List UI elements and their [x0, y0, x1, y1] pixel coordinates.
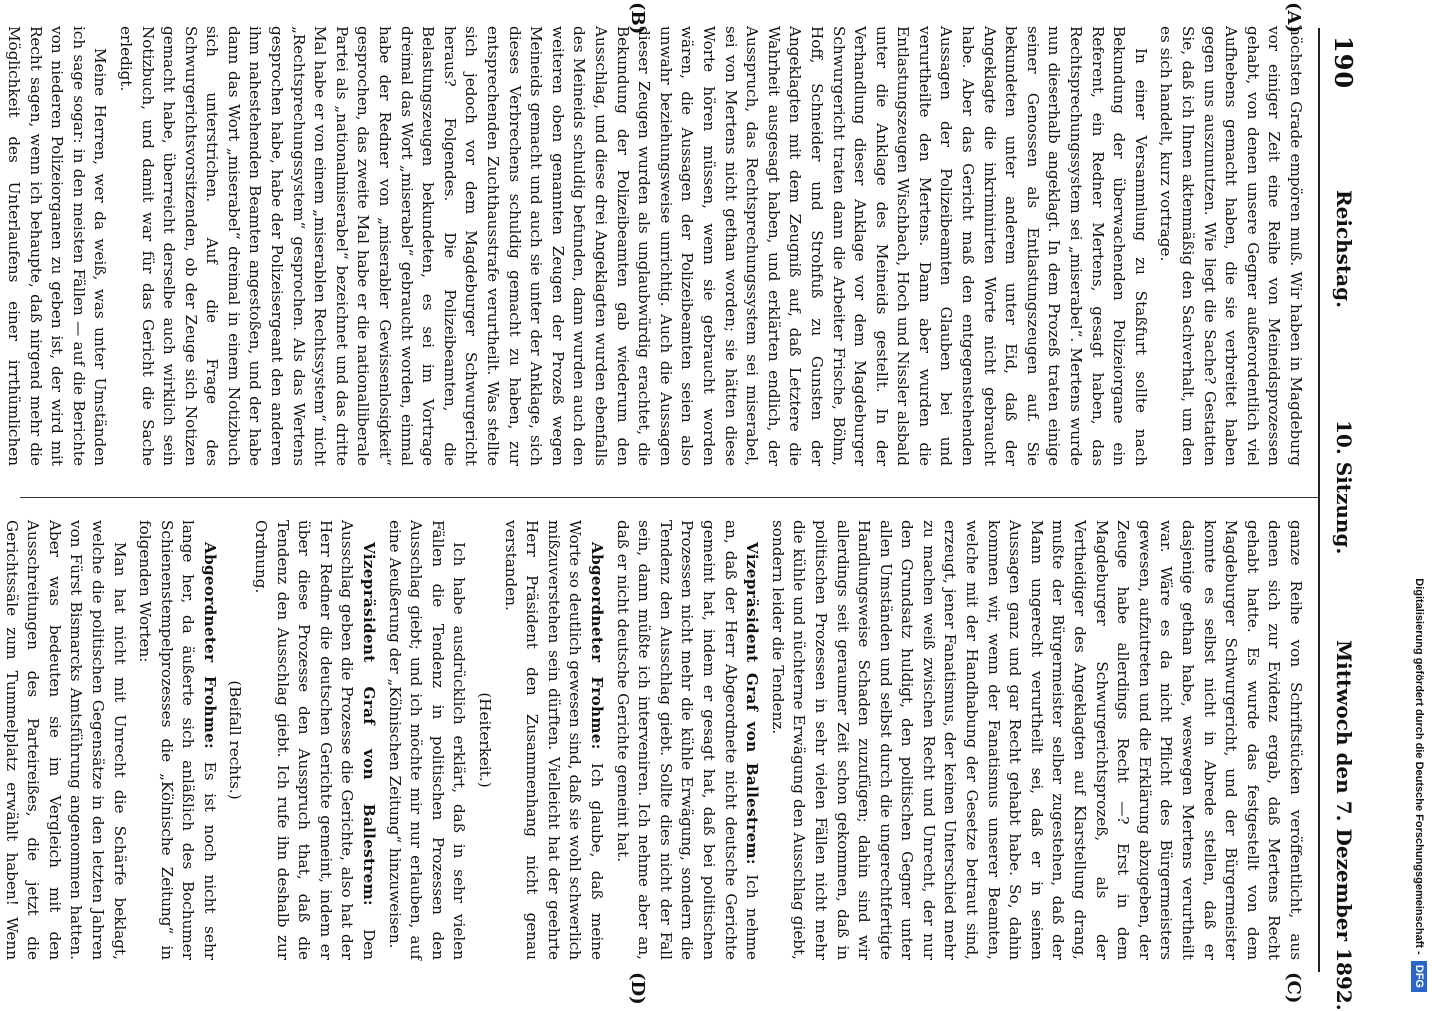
margin-marker-d: (D) — [627, 972, 648, 1005]
header-date: Mittwoch den 7. Dezember 1892. — [1332, 640, 1356, 1011]
quote-koelnische-zeitung: Man hat nicht mit Unrecht die Schärfe beklagt, welche die politischen Gegensätze in den letzten Jahren von Fürst Bismarcks Amtsführung angenommen hatten. Aber was bedeuten sie im Vergleich mit den Ausschreitungen des Parteireißes, die jetzt die Gerichtssäle zum Tummelplatz erwählt haben! Wenn — [2, 520, 129, 960]
header-session: 10. Sitzung. — [1332, 420, 1356, 555]
reaction-heiterkeit: (Heiterkeit.) — [476, 692, 495, 788]
page-number: 190 — [1329, 36, 1358, 90]
speech-frohme-1 — [499, 520, 607, 960]
speaker-name: Abgeordneter Frohme: — [200, 542, 219, 749]
credit-text-wrap — [1408, 8, 1430, 998]
dfg-logo: DFG — [1411, 961, 1427, 992]
speech-ballestrem-2 — [250, 520, 380, 960]
right-column — [0, 520, 1306, 960]
right-paragraph-1: ganze Reihe von Schriftstücken veröffentlicht, aus denen sich zur Evidenz ergab, daß Mertens Recht gehabt hatte. Es wurde das festgestellt von dem Magdeburger Schwurgericht, und der Bürgermeister konnte es selbst nicht in Abrede stellen, daß er dasjenige gethan habe, weswegen Mertens verurtheilt war. Wäre es da nicht Pflicht des Bürgermeisters gewesen, aufzutreten und die Erklärung abzugeben, der Zeuge habe allerdings Recht —? Erst in dem Magdeburger Schwurgerichtsprozeß, als der Vertheidiger des Angeklagten auf Klarstellung drang, mußte der Bürgermeister selber zugestehen, daß der Mann ungerecht verurtheilt sei, daß er in seinen Aussagen ganz und gar Recht gehabt habe. So, dahin kommen wir, wenn der Fanatismus unserer Beamten, welche mit der Handhabung der Gesetze betraut sind, erzeugt, jener Fanatismus, der keinen Unterschied mehr zu machen weiß zwischen Recht und Unrecht, der nur den Grundsatz huldigt, den politischen Gegner unter allen Umständen und selbst durch die ungerechtfertigte Handlungsweise Schaden zuzufügen; dahin sind wir allerdings seit geraumer Zeit schon gekommen, daß in politischen Prozessen in sehr vielen Fällen nicht mehr die kühle und nüchterne Erwägung den Ausschlag giebt, sondern leider die Tendenz. — [768, 520, 1305, 960]
speaker-name: Vizepräsident Graf von Ballestrem: — [743, 542, 762, 865]
column-divider — [20, 497, 1320, 498]
right-paragraph-4: Ich habe ausdrücklich erklärt, daß in sehr vielen Fällen die Tendenz in politischen Prozessen den Ausschlag giebt; und ich möchte mir nur erlauben, auf eine Aeußerung der „Kölnischen Zeitung“ hinzuweisen. — [385, 520, 469, 960]
speech-text: Ich glaube, daß meine Worte so deutlich gewesen sind, daß sie wohl schwerlich mißzuverstehen sein dürften. Vielleicht hat der geehrte Herr Präsident den Zusammenhang nicht genau verstanden. — [501, 520, 606, 960]
speech-text: Den Ausschlag geben die Prozesse die Gerichte, also hat der Herr Redner die deutschen Gerichte gemeint, indem er über diese Prozesse den Ausspruch that, daß die Tendenz den Ausschlag giebt. Ich rufe ihn deshalb zur Ordnung. — [252, 520, 379, 961]
margin-marker-b: (B) — [627, 2, 648, 35]
speaker-name: Abgeordneter Frohme: — [588, 542, 606, 750]
left-column — [0, 26, 1306, 466]
speaker-name: Vizepräsident Graf von Ballestrem: — [360, 542, 379, 906]
margin-marker-c: (C) — [1283, 972, 1304, 1004]
left-paragraph-3: Meine Herren, wer da weiß, was unter Umständen ich sage sogar: in den meisten Fällen — auf die Berichte von niederen Polizeiorganen zu geben ist, der wird mit Recht sagen, wenn ich behaupte, daß nirgend mehr die Möglichkeit des Unterlaufens einer irrthümlichen — [4, 26, 110, 466]
left-paragraph-1: höchsten Grade empören muß. Wir haben in Magdeburg vor einiger Zeit eine Reihe von Meineidsprozessen gehabt, von denen unsere Gegner außerordentlich viel Aufhebens gemacht haben, die sie verbreitet haben gegen uns auszunutzen. Wie liegt die Sache? Gestatten Sie, daß ich Ihnen aktenmäßig den Sachverhalt, um den es sich handelt, kurz vortrage. — [1157, 26, 1305, 466]
speech-frohme-2 — [134, 520, 220, 960]
margin-marker-a: (A) — [1283, 2, 1304, 33]
speech-text: Ich nehme an, daß der Herr Abgeordnete nicht deutsche Gerichte gemeint hat, indem er gesagt hat, daß bei politischen Prozessen nicht mehr die kühle Erwägung, sondern die Tendenz den Ausschlag giebt. Sollte dies nicht der Fall sein, dann müßte ich interveniren. Ich nehme aber an, daß er nicht deutsche Gerichte gemeint hat. — [613, 520, 762, 961]
header-rule — [1318, 28, 1320, 972]
header-left: Reichstag. — [1332, 190, 1356, 309]
digitization-credit — [1408, 8, 1430, 992]
speech-ballestrem-1 — [611, 520, 762, 960]
left-paragraph-2: In einer Versammlung zu Staßfurt sollte nach Bekundung der überwachenden Polizeiorgane ein Referent, ein Redner Mertens, gesagt haben, das Rechtsprechungssystem sei „miserabel“. Mertens wurde nun dieserhalb angeklagt. In dem Prozeß traten einige seiner Genossen als Entlastungszeugen auf. Sie bekundeten unter anderem unter Eid, daß der Angeklagte die inkriminirten Worte nicht gebraucht habe. Aber das Gericht maß den entgegenstehenden Aussagen der Polizeibeamten Glauben bei und verurtheilte den Mertens. Dann aber wurden die Entlastungszeugen Wischbach, Hoch und Nissler alsbald unter die Anklage des Meineids gestellt. In der Verhandlung dieser Anklage vor dem Magdeburger Schwurgericht traten dann die Arbeiter Frische, Böhm, Hoff, Schneider und Strohfuß zu Gunsten der Angeklagten mit dem Zeugniß auf, daß Letztere die Wahrheit ausgesagt haben, und erklärten endlich, der Ausspruch, das Rechtsprechungssystem sei miserabel, sei von Mertens nicht gethan worden; sie hätten diese Worte hören müssen, wenn sie gebraucht worden wären, die Aussagen der Polizeibeamten seien also unwahr beziehungsweise unrichtig. Auch die Aussagen dieser Zeugen wurden als unglaubwürdig erachtet, die Bekundung der Polizeibeamten gab wiederum den Ausschlag, und diese drei Angeklagten wurden ebenfalls des Meineids schuldig befunden, dann wurden auch den weiteren oben genannten Zeugen der Prozeß wegen Meineids gemacht und auch sie unter der Anklage, sich dieses Verbrechens schuldig gemacht zu haben, zur entsprechenden Zuchthausstrafe verurtheilt. Was stellte sich jedoch vor dem Magdeburger Schwurgericht heraus? Folgendes. Die Polizeibeamten, die Belastungszeugen bekundeten, es sei im Vortrage dreimal das Wort „miserabel“ gebraucht worden, einmal habe der Redner von „miserabler Gewissenlosigkeit“ gesprochen, das zweite Mal habe er die nationalliberale Partei als „nationalmiserabel“ bezeichnet und das dritte Mal habe er von einem „miserablen Rechtssystem“ nicht „Rechtsprechungssystem“ gesprochen. Als das Wertens gesprochen habe, habe der Polizeisergeant den anderen ihm nahestehenden Beamten angestoßen, und der habe dann das Wort „miserabel“ dreimal in einem Notizbuch sich unterstrichen. Auf die Frage des Schwurgerichtsvorsitzenden, ob der Zeuge sich Notizen gemacht habe, überreicht derselbe auch wirklich sein Notizbuch, und damit war für das Gericht die Sache erledigt. — [116, 26, 1150, 466]
speech-text: Es ist noch nicht sehr lange her, da äußerte sich anläßlich des Bochumer Schienenstempelprozesses die „Kölnische Zeitung“ in folgenden Worten: — [136, 520, 219, 961]
credit-text: Digitalisierung gefördert durch die Deutsche Forschungsgemeinschaft - — [1413, 578, 1425, 955]
reaction-beifall: (Beifall rechts.) — [226, 680, 245, 800]
